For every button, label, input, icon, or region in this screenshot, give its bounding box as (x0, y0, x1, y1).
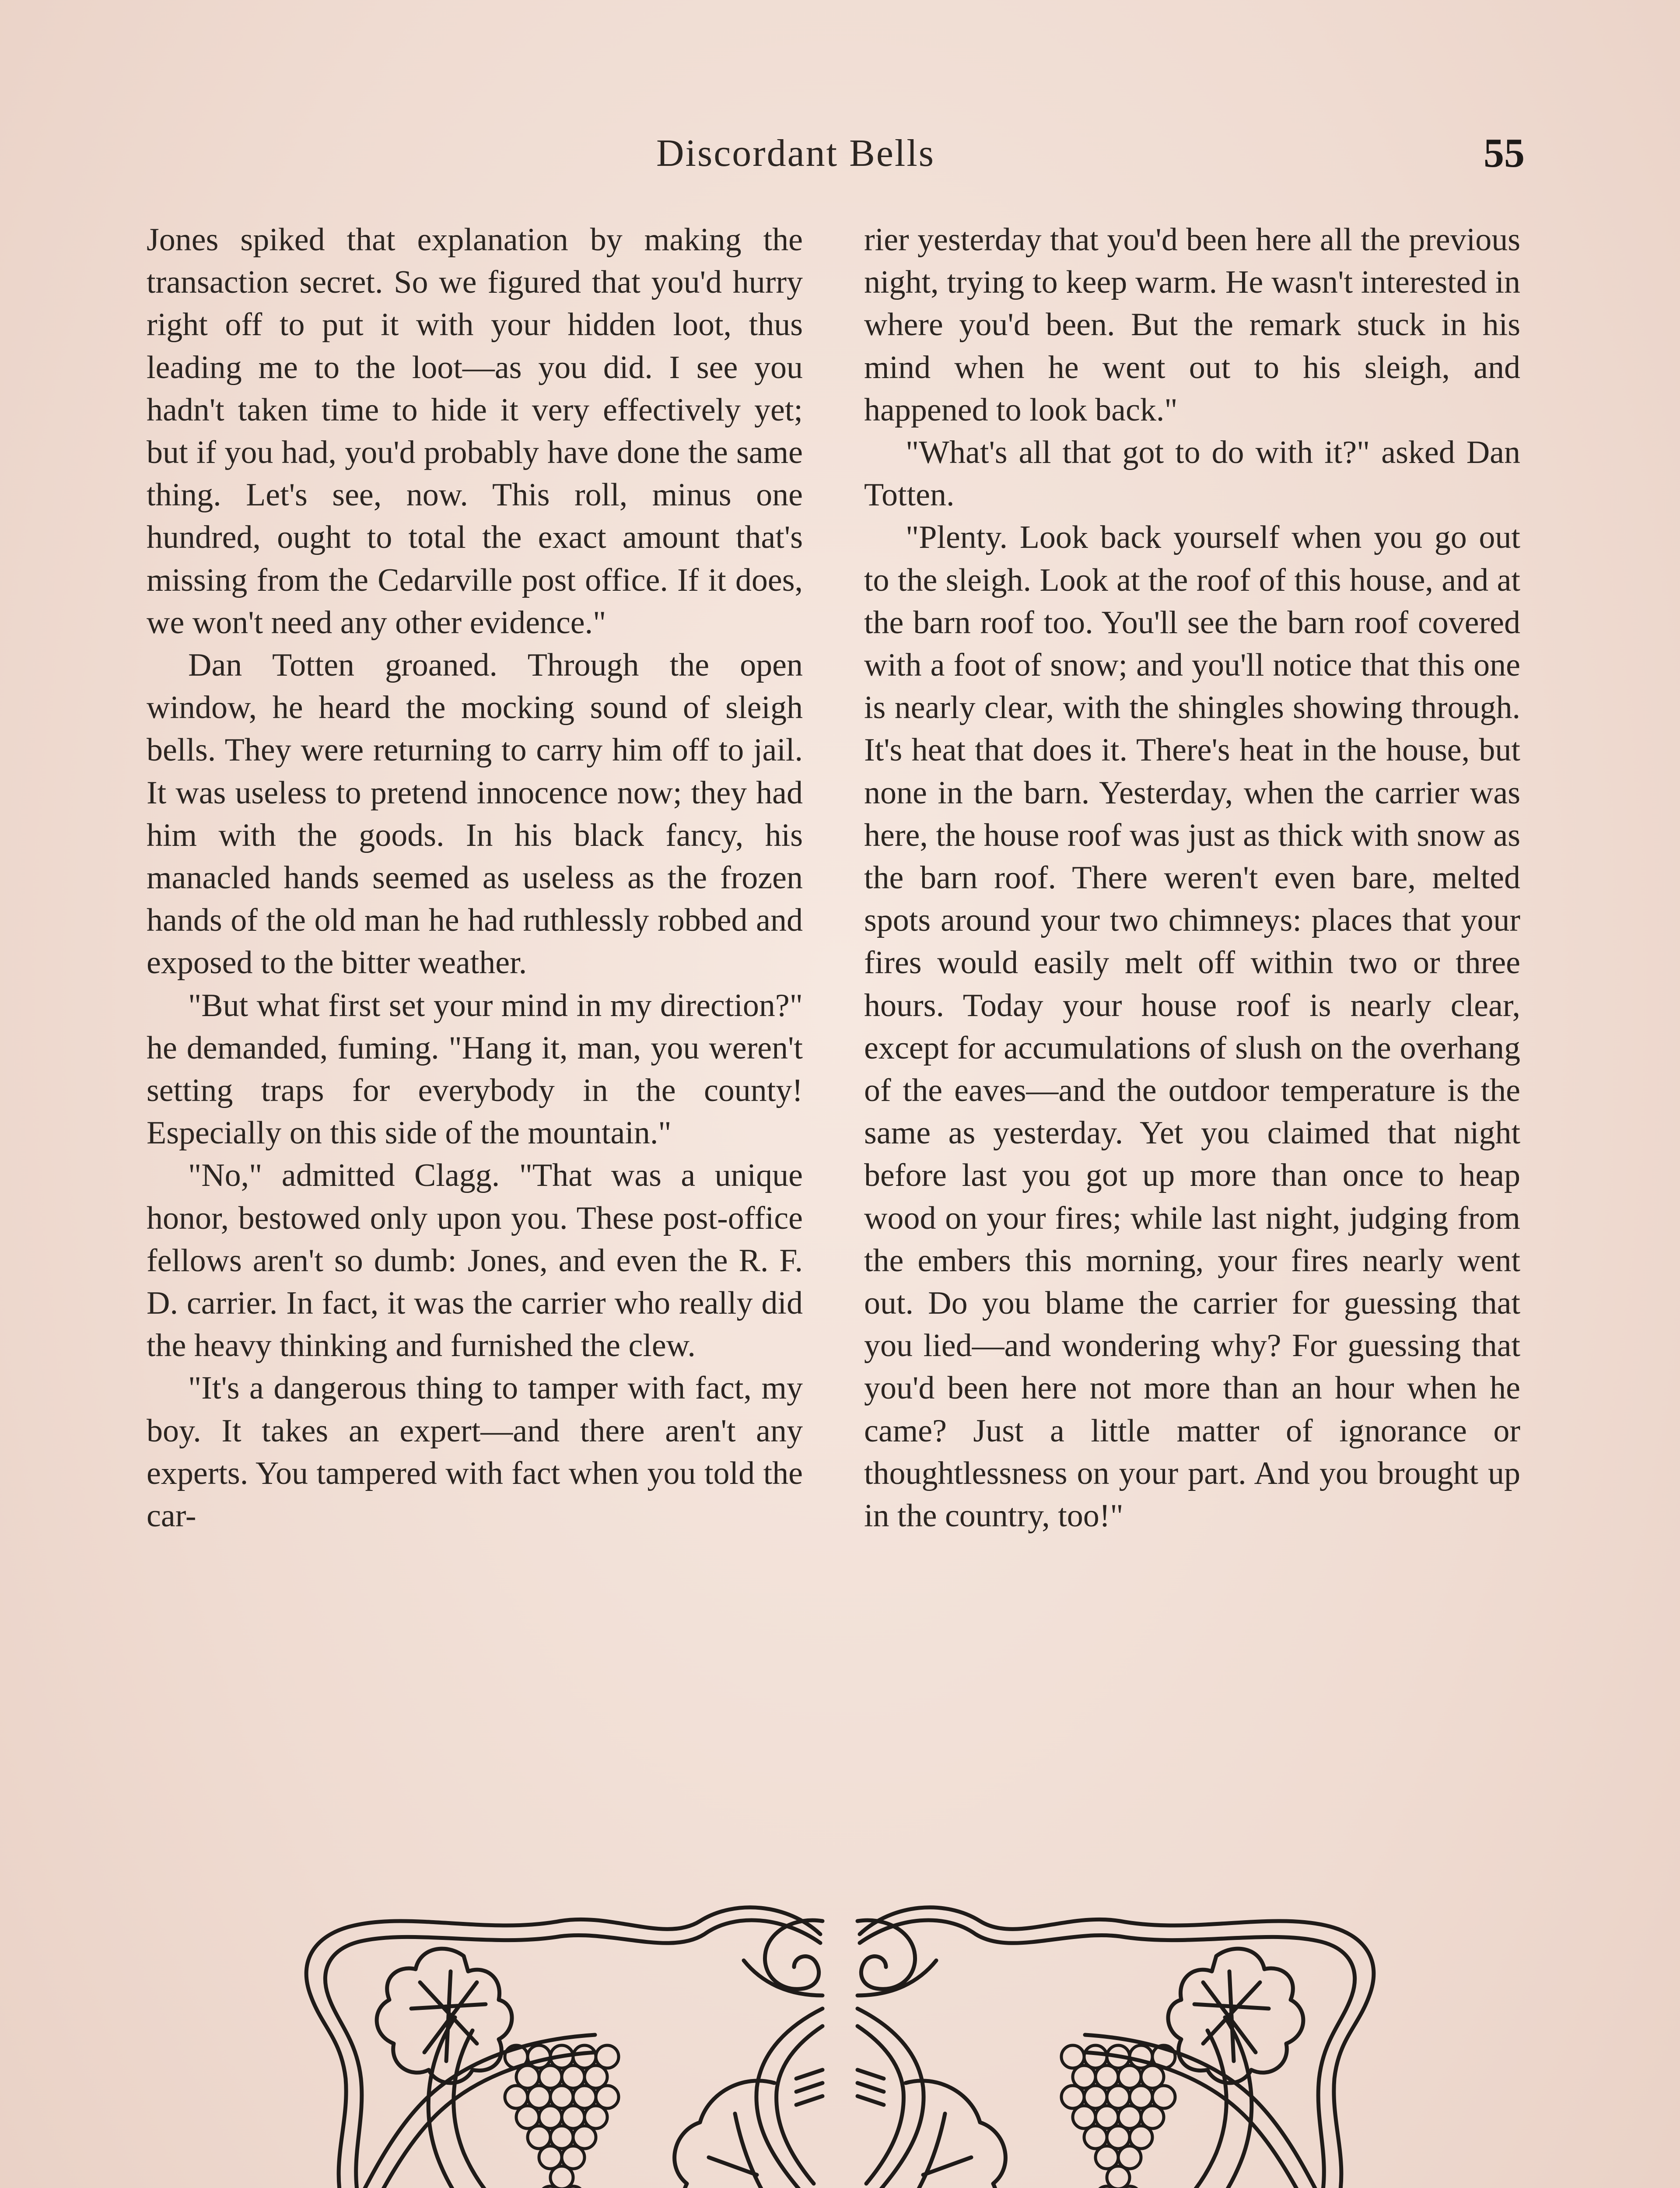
grapevine-ornament-icon (280, 1895, 1400, 2188)
paragraph: Dan Totten groaned. Through the open window, he heard the mocking sound of sleigh bells. They were returning to carry him off to jail. It was useless to pretend innocence now; they had him with the goods. In his black fancy, his manacled hands seemed as useless as the frozen hands of the old man he had ruthlessly robbed and exposed to the bitter weather. (147, 647, 803, 981)
paragraph: "No," admitted Clagg. "That was a unique honor, bestowed only upon you. These post-office fellows aren't so dumb: Jones, and even the R. F. D. carrier. In fact, it was the carrier who really did the heavy thinking and furnished the clew. (147, 1157, 803, 1364)
right-column (864, 219, 1520, 1537)
running-head (0, 131, 1680, 184)
paragraph: "It's a dangerous thing to tamper with fact, my boy. It takes an expert—and there aren't any experts. You tampered with fact when you told the car- (147, 1370, 803, 1534)
paragraph: Jones spiked that explanation by making the transaction secret. So we figured that you'd hurry right off to put it with your hidden loot, thus leading me to the loot—as you did. I see you hadn't taken time to hide it very effectively yet; but if you had, you'd probably have done the same thing. Let's see, now. This roll, minus one hundred, ought to total the exact amount that's missing from the Cedarville post office. If it does, we won't need any other evidence." (147, 222, 803, 641)
paragraph: "What's all that got to do with it?" asked Dan Totten. (864, 435, 1520, 513)
running-title: Discordant Bells (656, 132, 935, 175)
left-column (147, 219, 803, 1537)
paragraph: "Plenty. Look back yourself when you go out to the sleigh. Look at the roof of this house, and at the barn roof too. You'll see the barn roof covered with a foot of snow; and you'll notice that this one is nearly clear, with the shingles showing through. It's heat that does it. There's heat in the house, but none in the barn. Yesterday, when the carrier was here, the house roof was just as thick with snow as the barn roof. There weren't even bare, melted spots around your two chimneys: places that your fires would easily melt off within two or three hours. Today your house roof is nearly clear, except for accumulations of slush on the overhang of the eaves—and the outdoor temperature is the same as yesterday. Yet you claimed that night before last you got up more than once to heap wood on your fires; while last night, judging from the embers this morning, your fires nearly went out. Do you blame the carrier for guessing that you lied—and wondering why? For guessing that you'd been here not more than an hour when he came? Just a little matter of ignorance or thoughtlessness on your part. And you brought up in the country, too!" (864, 519, 1520, 1534)
paragraph: "But what first set your mind in my direction?" he demanded, fuming. "Hang it, man, you weren't setting traps for everybody in the county! Especially on this side of the mountain." (147, 987, 803, 1151)
page-number: 55 (1484, 130, 1525, 176)
paragraph: rier yesterday that you'd been here all the previous night, trying to keep warm. He wasn't interested in where you'd been. But the remark stuck in his mind when he went out to his sleigh, and happened to look back." (864, 222, 1520, 428)
